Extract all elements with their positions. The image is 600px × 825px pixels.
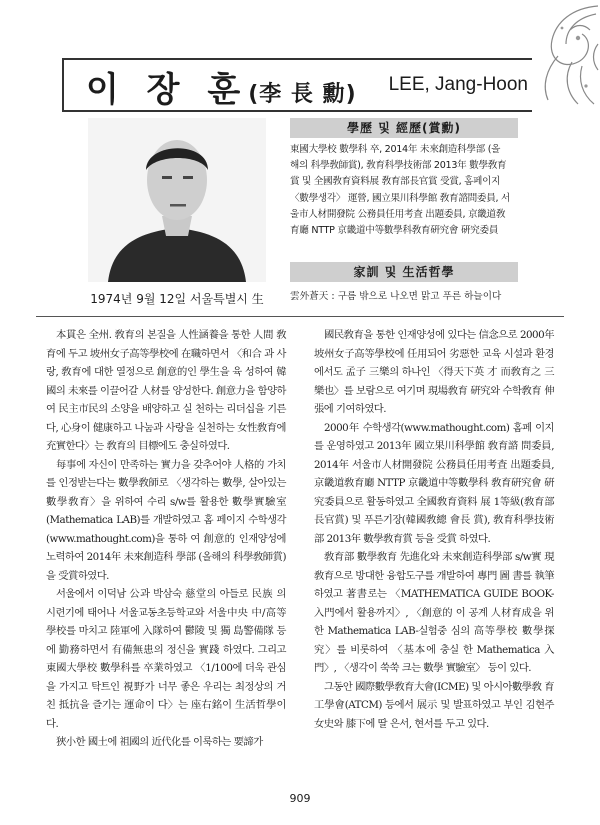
page-number: 909 (289, 792, 311, 805)
career-line: 賞 및 全國敎育資料展 敎育部長官賞 受賞, 홈페이지 (290, 176, 501, 188)
career-section-title: 學歷 및 經歷(賞勳) (290, 118, 518, 138)
portrait-photo (88, 118, 266, 282)
career-line: 〈數學생각〉 運營, 國立果川科學館 敎育諮問委員, 서 (290, 192, 510, 204)
body-paragraph: 그동안 國際數學敎育大會(ICME) 및 아시아數學敎 育工學會(ATCM) 등에서 展示 및 발표하였고 부인 김현주 女史와 膝下에 딸 은서, 현서를 두고 있다. (314, 680, 554, 730)
divider-line (36, 316, 564, 317)
name-korean: 이 장 훈(李 長 勳) (86, 70, 357, 110)
name-hanja: (李 長 勳) (248, 82, 357, 107)
body-paragraph: 每事에 자신이 만족하는 實力을 갖추어야 人格的 가치를 인정받는다는 數學敎師로 〈생각하는 數學, 살아있는 數學敎育〉을 위하여 수리 s/w를 활용한 數學實驗室(Mathematica LAB)를 개발하였고 홈 페이지 수학생각(www.mathought.com)을 통하 여 創意的 인재양성에 노력하여 2014年 未來創造科 學部 (올해의 科學敎師賞)을 受賞하였다. (46, 458, 286, 582)
name-english: LEE, Jang-Hoon (388, 74, 528, 95)
career-line: 育廳 NTTP 京畿道中等數學科敎育硏究會 硏究委員 (290, 225, 499, 237)
body-paragraph: 國民敎育을 통한 인재양성에 있다는 信念으로 2000年 坡州女子高等學校에 任用되어 劣惡한 교육 시설과 환경에서도 孟子 三樂의 하나인 〈得天下英 才 而敎育之 三樂也〉를 보람으로 여기며 現場敎育 硏究와 수학敎育 伸張에 기여하였다. (314, 329, 554, 415)
career-line: 울市人材開發院 公務員任用考査 出題委員, 京畿道敎 (290, 208, 506, 220)
career-text (290, 142, 518, 239)
birth-info: 1974년 9월 12일 서울특별시 生 (90, 292, 264, 306)
body-column-left (46, 326, 286, 752)
body-paragraph: 本貫은 全州. 敎育의 본질을 人性涵養을 통한 人間 敎育에 두고 坡州女子高等學校에 在職하면서 〈和合 과 사랑, 敎育에 대한 열정으로 創意的인 學生을 육 성하여 韓國의 未來를 이끌어갈 人材를 양성한다. 創意力을 함양하여 民主市民의 소양을 배양하고 실 천하는 리더십을 기른다, 心身이 健康하고 나눔과 사랑을 실천하는 女性敎育에 充實한다〉는 敎育의 目標에도 충실하였다. (46, 329, 286, 452)
career-line: 해의 科學敎師賞), 敎育科學技術部 2013年 數學敎育 (290, 160, 507, 172)
motto-text: 雲外蒼天 : 구름 밖으로 나오면 맑고 푸른 하늘이다 (290, 291, 502, 302)
motto-section-title: 家訓 및 生活哲學 (290, 262, 518, 282)
body-paragraph: 서울에서 이덕남 公과 박삼숙 慈堂의 아들로 民族 의 시련기에 태어나 서울교동초등학교와 서울中央 中/高等學校를 마치고 陸軍에 入隊하여 鬱陵 및 獨 島警備隊 등에 勤務하면서 有備無患의 정신을 實踐 하였다. 그리고 東國大學校 數學科를 卒業하였고 〈1/100에 더욱 관심을 가지고 탁트인 視野가 너무 좋은 우리는 최정상의 거친 抵抗을 즐기는 運命이 다〉는 座右銘이 生活哲學이다. (46, 588, 286, 730)
career-line: 東國大學校 數學科 卒, 2014年 未來創造科學部 (올 (290, 144, 501, 155)
body-paragraph: 狹小한 國土에 祖國의 近代化를 이룩하는 要諦가 (56, 736, 263, 748)
portrait-icon (88, 118, 266, 282)
body-paragraph: 2000年 수학생각(www.mathought.com) 홈페 이지를 운영하였고 2013年 國立果川科學館 敎育諮 問委員, 2014年 서울市人材開發院 公務員任用考査 出題委員, 京畿道敎育廳 NTTP 京畿道中等數學科 敎育硏究會 硏究委員으로 활동하였고 全國敎育資料 展 1等級(敎育部長官賞) 및 푸른기장(韓國敎總 會長 賞), 敎育科學技術部 2013年 數學敎育賞 등을 受賞 하였다. (314, 421, 554, 545)
name-banner (62, 58, 532, 112)
body-paragraph: 敎育部 數學敎育 先進化와 未來創造科學部 s/w實 現 敎育으로 방대한 융합도구를 개발하여 專門 圖 書를 執筆하였고 著書로는 〈MATHEMATICA GUIDE BOOK-入門에서 활용까지〉, 〈創意的 이 공계 人材育成을 위한 Mathematica LAB-실험중 심의 高等學校 數學探究〉를 비롯하여 〈基本에 충실 한 Mathematica 入門〉, 〈생각이 쑥쑥 크는 數學 實驗室〉 등이 있다. (314, 551, 554, 674)
body-column-right (314, 326, 554, 733)
